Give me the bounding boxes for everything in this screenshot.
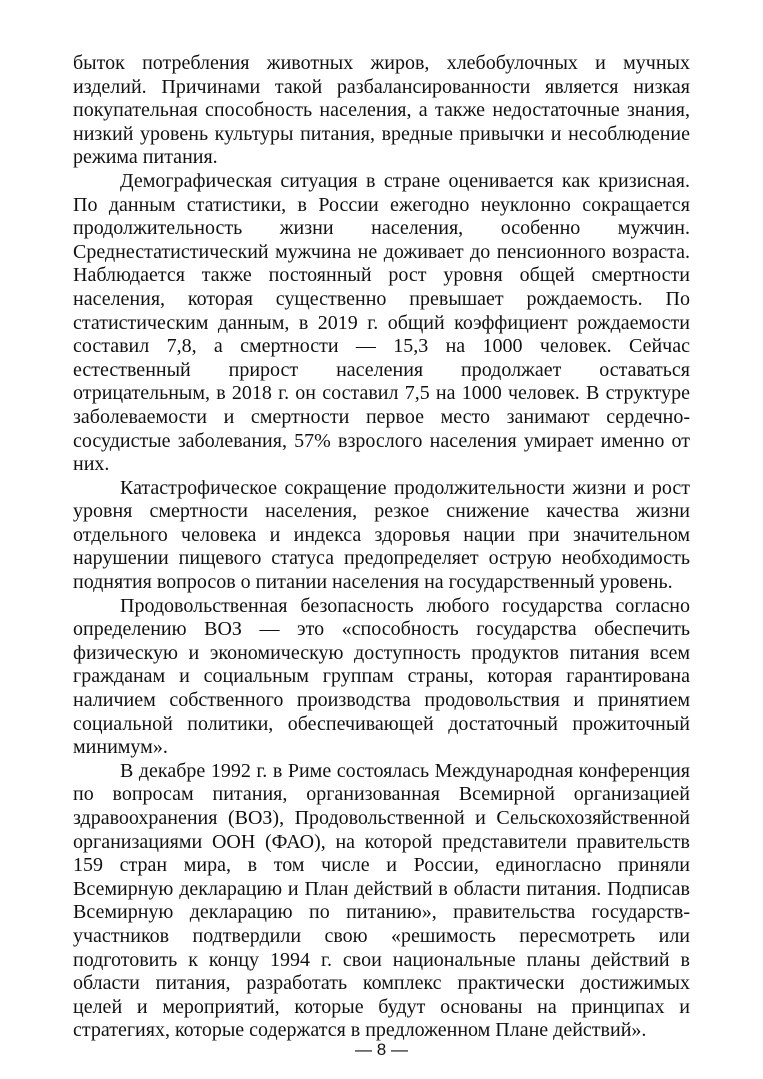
paragraph-life-expectancy: Катастрофическое сокращение продолжительности жизни и рост уровня смертности населения, резкое снижение качества жизни отдельного человека и индекса здоровья нации при значительном нарушении пищевого статуса предопределяет острую необходимость поднятия вопросов о питании населения на государственный уровень. xyxy=(73,476,690,594)
paragraph-continuation: быток потребления животных жиров, хлебобулочных и мучных изделий. Причинами такой разбалансированности является низкая покупательная способность населения, а также недостаточные знания, низкий уровень культуры питания, вредные привычки и несоблюдение режима питания. xyxy=(73,52,690,169)
page-number: — 8 — xyxy=(355,1040,408,1059)
page-body xyxy=(73,52,690,1043)
paragraph-rome-conference: В декабре 1992 г. в Риме состоялась Международная конференция по вопросам питания, организованная Всемирной организацией здравоохранения (ВОЗ), Продовольственной и Сельскохозяйственной организациями ООН (ФАО), на которой представители правительств 159 стран мира, в том числе и России, единогласно приняли Всемирную декларацию и План действий в области питания. Подписав Всемирную декларацию по питанию», правительства государств-участников подтвердили свою «решимость пересмотреть или подготовить к концу 1994 г. свои национальные планы действий в области питания, разработать комплекс практически достижимых целей и мероприятий, которые будут основаны на принципах и стратегиях, которые содержатся в предложенном Плане действий». xyxy=(73,759,690,1042)
paragraph-demography: Демографическая ситуация в стране оценивается как кризисная. По данным статистики, в России ежегодно неуклонно сокращается продолжительность жизни населения, особенно мужчин. Среднестатистический мужчина не доживает до пенсионного возраста. Наблюдается также постоянный рост уровня общей смертности населения, которая существенно превышает рождаемость. По статистическим данным, в 2019 г. общий коэффициент рождаемости составил 7,8, а смертности — 15,3 на 1000 человек. Сейчас естественный прирост населения продолжает оставаться отрицательным, в 2018 г. он составил 7,5 на 1000 человек. В структуре заболеваемости и смертности первое место занимают сердечно-сосудистые заболевания, 57% взрослого населения умирает именно от них. xyxy=(73,169,690,476)
paragraph-food-security: Продовольственная безопасность любого государства согласно определению ВОЗ — это «способность государства обеспечить физическую и экономическую доступность продуктов питания всем гражданам и социальным группам страны, которая гарантирована наличием собственного производства продовольствия и принятием социальной политики, обеспечивающей достаточный прожиточный минимум». xyxy=(73,594,690,759)
